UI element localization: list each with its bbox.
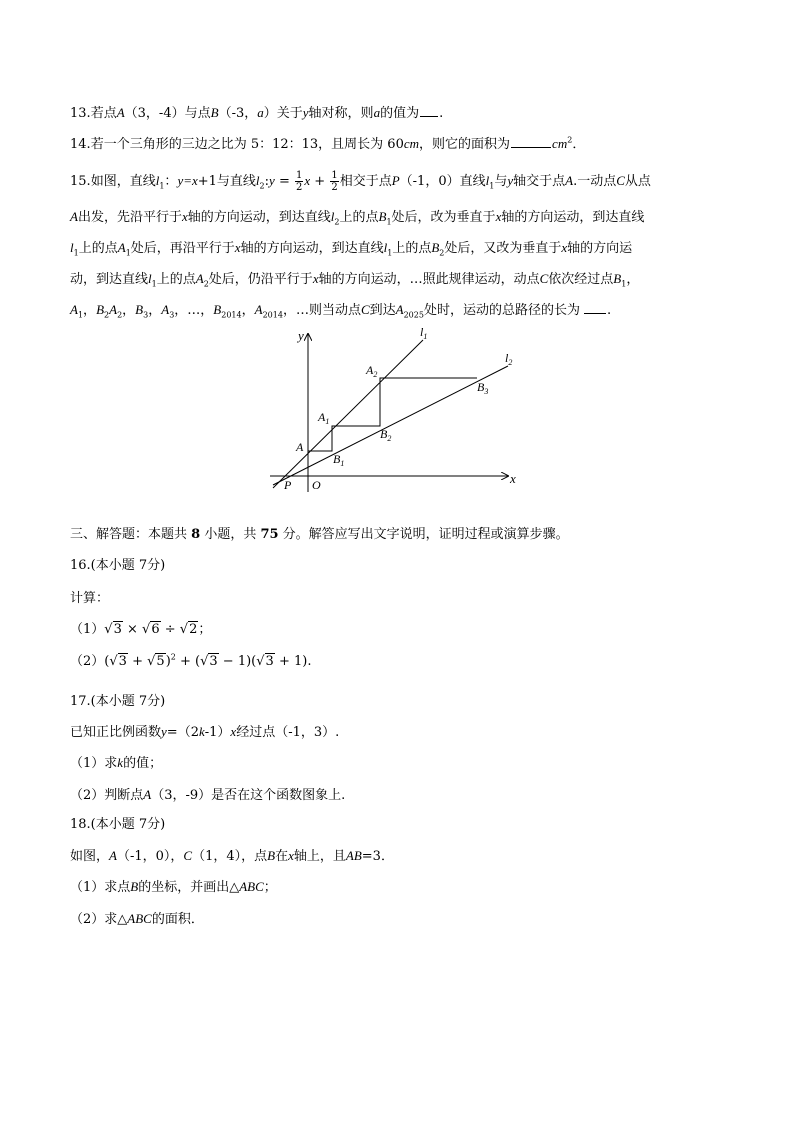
label-B2: $B_2$ xyxy=(380,427,392,443)
question-15-line-5: $A_1$，$B_2A_2$，$B_3$，$A_3$，…，$B_{2014}$，$A_{2014}$，…则当动点C到达$A_{2025}$处时，运动的总路径的长为 . xyxy=(70,302,612,320)
section-3-header: 三、解答题：本题共 8 小题，共 75 分。解答应写出文字说明，证明过程或演算步骤。 xyxy=(70,527,569,542)
label-O: O xyxy=(312,478,321,492)
label-l2: $l_2$ xyxy=(505,351,513,367)
label-A2: $A_2$ xyxy=(366,363,378,379)
label-B1: $B_1$ xyxy=(333,452,345,468)
question-16-intro: 计算： xyxy=(70,591,110,606)
question-17-stem: 已知正比例函数y=（2k-1）x经过点（-1，3）. xyxy=(70,724,340,740)
sqrt-symbol: √ xyxy=(109,654,118,669)
answer-blank[interactable] xyxy=(584,301,606,314)
question-16-part-2: $(2)(√3 + √5)^2 + (√3 - 1)(√3 + 1)$. xyxy=(70,652,312,669)
answer-blank[interactable] xyxy=(420,104,438,117)
sqrt-symbol: √ xyxy=(256,654,265,669)
answer-blank[interactable] xyxy=(511,135,551,148)
question-14: 14.若一个三角形的三边之比为 5：12：13，且周长为 60cm，则它的面积为 $cm^2$． xyxy=(70,135,586,152)
sqrt-symbol: √ xyxy=(200,654,209,669)
motion-path xyxy=(308,378,477,451)
fraction: $\frac{1}{2}$ xyxy=(295,170,303,193)
question-18-part-1: （1）求点B的坐标，并画出△ABC； xyxy=(70,879,277,895)
label-y-axis: y xyxy=(298,328,304,343)
question-18-stem: 如图，A（-1，0），C（1，4），点B在x轴上，且AB=3． xyxy=(70,848,394,864)
sqrt-symbol: √ xyxy=(179,622,189,637)
question-15-line-1: 15.如图，直线$l_1$：y=x+1与直线$l_2:y$ = $\frac{1}{2}$ x + $\frac{1}{2}$ 相交于点P（-1，0）直线$l_1$与y轴交于点A.一动点C从点 xyxy=(70,170,651,193)
question-16-part-1: （1）√3 × √6 ÷ √2； xyxy=(70,622,212,637)
label-P: P xyxy=(284,478,292,492)
sqrt-symbol: √ xyxy=(142,622,151,637)
question-18-head: 18.(本小题 7分) xyxy=(70,817,166,832)
fraction: $\frac{1}{2}$ xyxy=(331,170,338,193)
question-15-line-4: 动，到达直线$l_1$上的点$A_2$处后，仍沿平行于x轴的方向运动，…照此规律运动，动点C依次经过点$B_1$， xyxy=(70,271,640,289)
label-x-axis: x xyxy=(510,471,516,486)
sqrt-symbol: √ xyxy=(104,622,113,637)
question-17-part-2: （2）判断点A（3，-9）是否在这个函数图象上. xyxy=(70,787,346,803)
sqrt-symbol: √ xyxy=(147,654,156,669)
label-l1: $l_1$ xyxy=(420,325,428,341)
question-17-head: 17.(本小题 7分) xyxy=(70,694,166,709)
label-A1: $A_1$ xyxy=(318,410,330,426)
question-15-line-3: $l_1$上的点$A_1$处后，再沿平行于x轴的方向运动，到达直线$l_1$上的点$B_2$处后，又改为垂直于x轴的方向运 xyxy=(70,240,633,258)
question-16-head: 16.(本小题 7分) xyxy=(70,558,166,573)
label-A: A xyxy=(296,440,304,454)
question-17-part-1: （1）求k的值； xyxy=(70,755,163,771)
line-l1 xyxy=(273,340,423,488)
question-13: 13.若点A（3，-4）与点B（-3，a）关于y轴对称，则a的值为 . xyxy=(70,105,444,121)
q15-figure xyxy=(268,320,528,495)
question-18-part-2: （2）求△ABC的面积． xyxy=(70,911,204,927)
question-15-line-2: A出发，先沿平行于x轴的方向运动，到达直线$l_2$上的点$B_1$处后，改为垂直于x轴的方向运动，到达直线 xyxy=(70,209,645,227)
label-B3: $B_3$ xyxy=(477,380,489,396)
